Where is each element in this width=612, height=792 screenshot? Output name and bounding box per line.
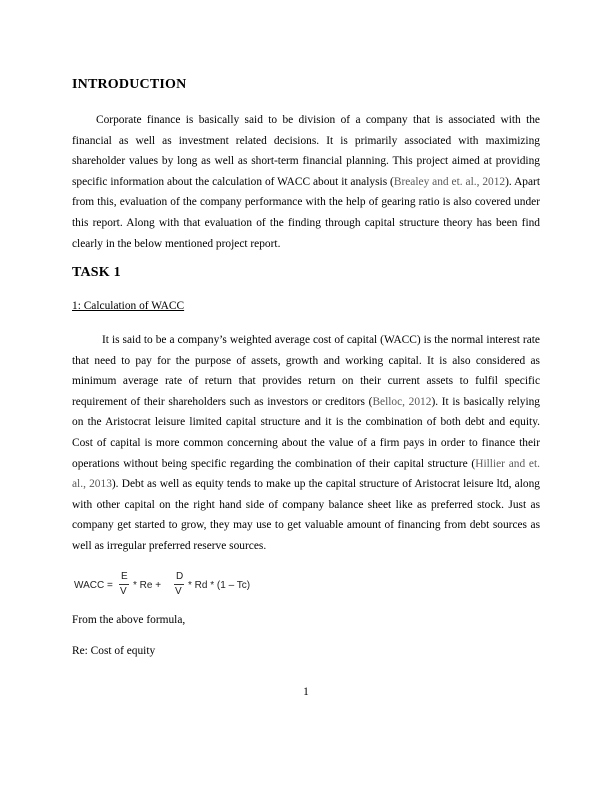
formula-rd-term: * Rd * (1 – Tc) xyxy=(188,580,251,591)
intro-text-1: Corporate finance is basically said to be division of a company that is associated with the financial as well as investment related decisions. It is primarily associated with maximizing shareholder values by long as well as short-term financial planning. This project aimed at providing specific information about the calculation of WACC about it analysis ( xyxy=(72,114,540,188)
formula-d-numerator: D xyxy=(176,571,184,582)
formula-lhs: WACC = xyxy=(74,580,113,591)
wacc-formula xyxy=(72,571,312,599)
cost-of-equity-line: Re: Cost of equity xyxy=(72,645,156,657)
introduction-heading: INTRODUCTION xyxy=(72,77,187,92)
introduction-paragraph xyxy=(72,110,540,254)
citation-belloc: Belloc, 2012 xyxy=(372,395,432,408)
task1-heading: TASK 1 xyxy=(72,265,121,280)
intro-text-2: ). Apart from this, evaluation of the company performance with the help of gearing ratio is also covered under this report. Along with that evaluation of the finding through capital structure theory has been find clearly in the below mentioned project report. xyxy=(72,175,541,250)
formula-re-term: * Re + xyxy=(133,580,162,591)
wacc-text-2: ). It is basically relying on the Aristocrat leisure limited capital structure and it is the combination of both debt and equity. Cost of capital is more common concerning about the value of a firm pays in order to finance their operations without being specific regarding the combination of their capital structure ( xyxy=(72,395,540,470)
wacc-paragraph xyxy=(72,330,540,557)
wacc-text-1: It is said to be a company’s weighted average cost of capital (WACC) is the normal interest rate that need to pay for the purpose of assets, growth and working capital. It is also considered as minimum average rate of return that provides return on their current assets to fulfil specific requirement of their shareholders such as investors or creditors ( xyxy=(72,334,540,408)
wacc-subheading: 1: Calculation of WACC xyxy=(72,300,185,312)
citation-hillier: Hillier and et. al., 2013 xyxy=(72,457,540,491)
citation-brealey: Brealey and et. al., 2012 xyxy=(393,175,506,188)
page-number: 1 xyxy=(303,686,309,698)
formula-fraction-bar-d xyxy=(174,584,184,585)
formula-e-numerator: E xyxy=(121,571,128,582)
formula-v-denominator-1: V xyxy=(120,586,127,597)
formula-fraction-bar-e xyxy=(119,584,129,585)
formula-intro-line: From the above formula, xyxy=(72,614,186,626)
wacc-text-3: ). Debt as well as equity tends to make up the capital structure of Aristocrat leisure ltd, along with other capital on the right hand side of company balance sheet like as preferred stock. Just as company get started to grow, they may use to get valuable amount of financing from debt sources as well as irregular preferred reserve sources. xyxy=(72,478,540,552)
formula-v-denominator-2: V xyxy=(175,586,182,597)
